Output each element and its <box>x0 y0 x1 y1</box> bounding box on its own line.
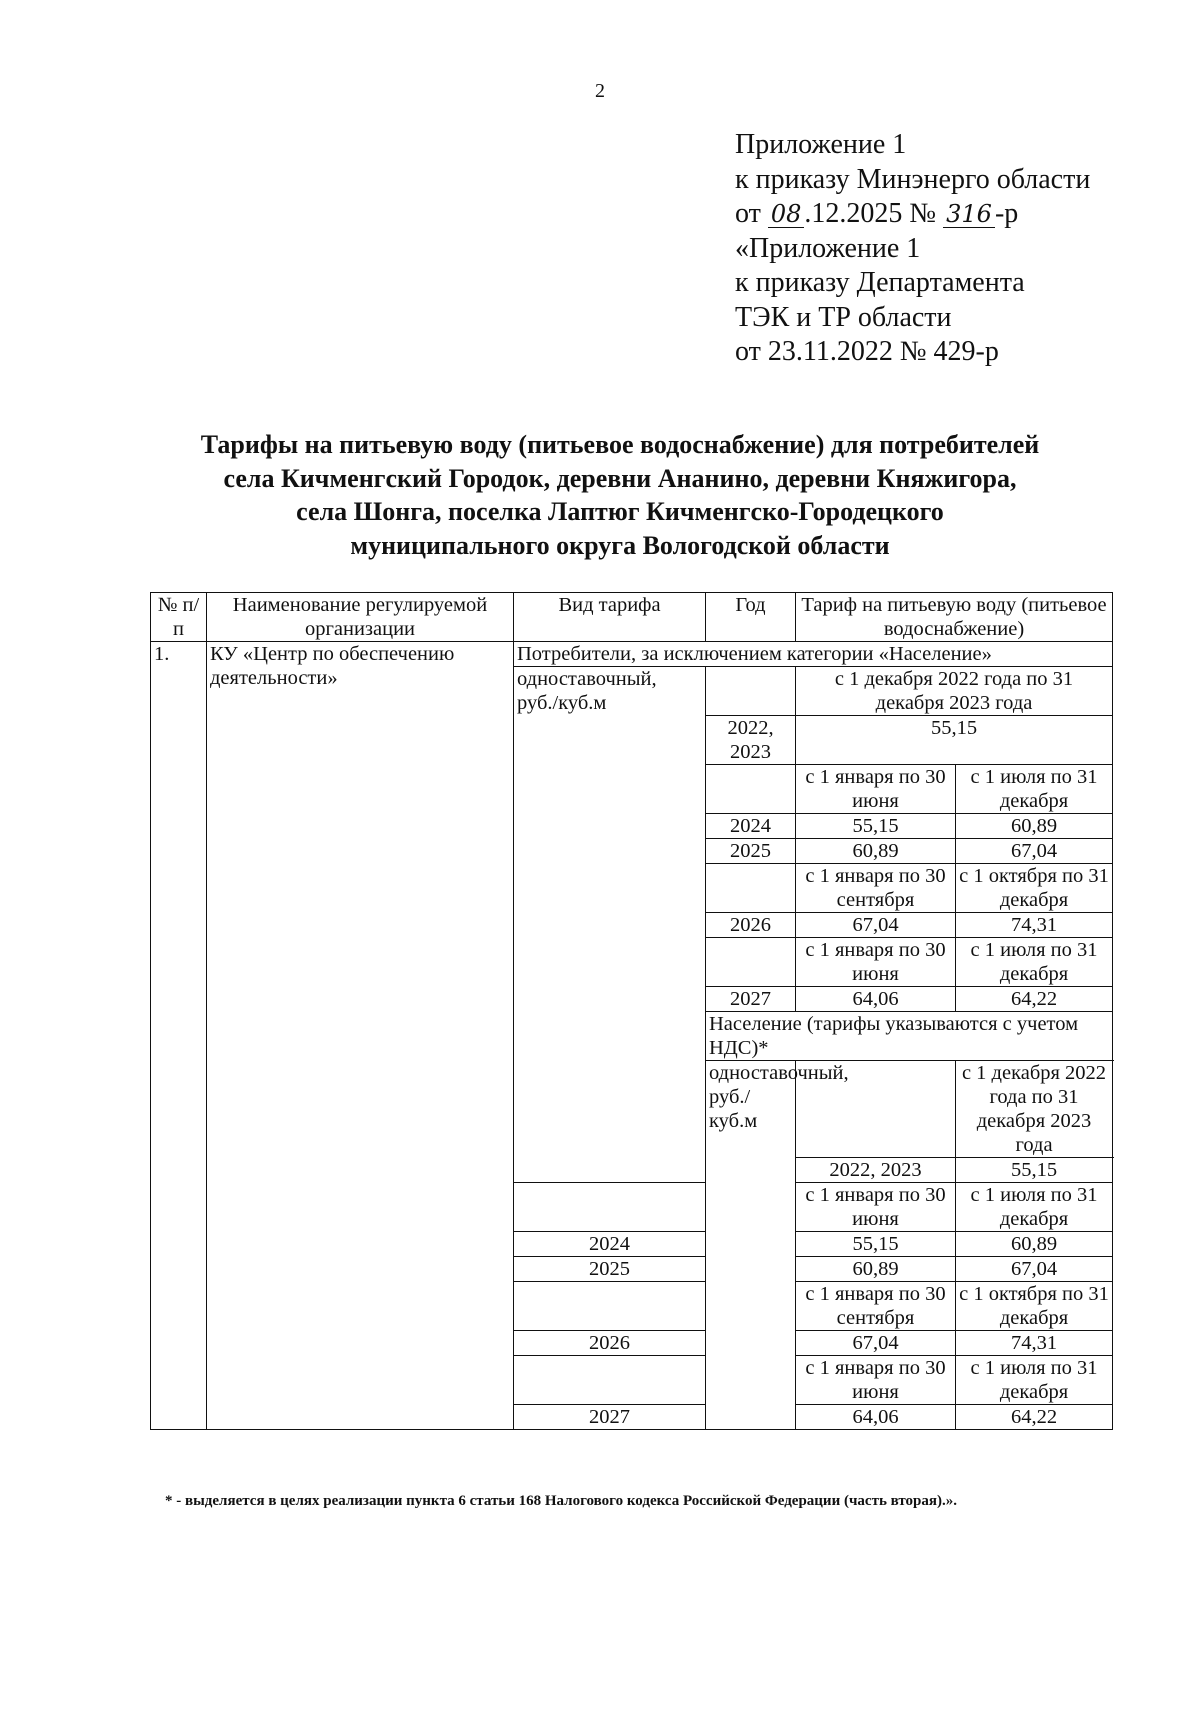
header-tariff: Тариф на питьевую воду (питьевое водоснабжение) <box>796 593 1113 642</box>
tariff-table <box>150 592 1113 1430</box>
value-cell: 67,04 <box>796 1331 956 1356</box>
value-cell: 60,89 <box>956 1232 1113 1257</box>
period-cell: с 1 января по 30 июня <box>796 1356 956 1405</box>
year-cell-blank <box>706 938 796 987</box>
table-header-row <box>151 593 1113 642</box>
value-cell: 55,15 <box>796 716 1113 765</box>
year-cell-blank <box>514 1282 706 1331</box>
section-title: Население (тарифы указываются с учетом НДС)* <box>706 1012 1113 1061</box>
year-cell: 2022, 2023 <box>796 1158 956 1183</box>
appendix-line-7: от 23.11.2022 № 429-р <box>735 336 999 367</box>
title-line-1: Тарифы на питьевую воду (питьевое водоснабжение) для потребителей <box>200 430 1040 459</box>
value-cell: 64,22 <box>956 987 1113 1012</box>
period-cell: с 1 июля по 31 декабря <box>956 765 1113 814</box>
value-cell: 60,89 <box>796 839 956 864</box>
year-cell-blank <box>706 765 796 814</box>
value-cell: 64,22 <box>956 1405 1113 1430</box>
page-number: 2 <box>595 80 605 102</box>
title-line-3: села Шонга, поселка Лаптюг Кичменгско-Городецкого <box>296 497 944 526</box>
handwritten-order-number: 316 <box>943 201 995 228</box>
period-cell: с 1 января по 30 июня <box>796 765 956 814</box>
appendix-line-4: «Приложение 1 <box>735 232 921 264</box>
row-number: 1. <box>151 642 207 1430</box>
header-organization: Наименование регулируемой организации <box>207 593 514 642</box>
year-cell: 2025 <box>706 839 796 864</box>
appendix-line-1: Приложение 1 <box>735 129 907 160</box>
year-cell-blank <box>514 1183 706 1232</box>
tariff-type: одноставочный, руб./куб.м <box>514 667 706 1183</box>
appendix-line-5: к приказу Департамента <box>735 267 1025 298</box>
appendix-block <box>735 128 1090 370</box>
year-cell: 2022, 2023 <box>706 716 796 765</box>
value-cell: 55,15 <box>956 1158 1113 1183</box>
value-cell: 67,04 <box>796 913 956 938</box>
title-line-4: муниципального округа Вологодской области <box>350 530 890 560</box>
year-cell: 2026 <box>706 913 796 938</box>
appendix-order-suffix: -р <box>994 198 1019 229</box>
period-cell: с 1 января по 30 сентября <box>796 1282 956 1331</box>
year-cell: 2027 <box>514 1405 706 1430</box>
appendix-line-2: к приказу Минэнерго области <box>735 163 1091 195</box>
period-cell: с 1 января по 30 сентября <box>796 864 956 913</box>
period-cell: с 1 января по 30 июня <box>796 1183 956 1232</box>
year-cell-blank <box>706 667 796 716</box>
year-cell-blank <box>514 1356 706 1405</box>
table-row <box>151 642 1113 667</box>
appendix-line-6: ТЭК и ТР области <box>735 301 952 333</box>
value-cell: 55,15 <box>796 1232 956 1257</box>
value-cell: 74,31 <box>956 913 1113 938</box>
appendix-date-mid: .12.2025 № <box>804 198 937 229</box>
tariff-type: одноставочный, руб./куб.м <box>706 1061 796 1430</box>
year-cell: 2027 <box>706 987 796 1012</box>
handwritten-day: 08 <box>768 201 805 228</box>
year-cell: 2024 <box>706 814 796 839</box>
value-cell: 74,31 <box>956 1331 1113 1356</box>
value-cell: 64,06 <box>796 1405 956 1430</box>
period-cell: с 1 января по 30 июня <box>796 938 956 987</box>
year-cell: 2025 <box>514 1257 706 1282</box>
year-cell: 2024 <box>514 1232 706 1257</box>
organization-name: КУ «Центр по обеспечению деятельности» <box>207 642 514 1430</box>
title-line-2: села Кичменгский Городок, деревни Ананино, деревни Княжигора, <box>223 463 1017 493</box>
period-cell: с 1 октября по 31 декабря <box>956 864 1113 913</box>
header-year: Год <box>706 593 796 642</box>
year-cell: 2026 <box>514 1331 706 1356</box>
section-title: Потребители, за исключением категории «Население» <box>514 642 1113 667</box>
value-cell: 60,89 <box>796 1257 956 1282</box>
period-cell: с 1 июля по 31 декабря <box>956 938 1113 987</box>
header-num: № п/п <box>151 593 207 642</box>
document-title <box>120 428 1120 562</box>
value-cell: 67,04 <box>956 839 1113 864</box>
period-cell: с 1 июля по 31 декабря <box>956 1183 1113 1232</box>
period-cell: с 1 декабря 2022 года по 31 декабря 2023 года <box>796 667 1113 716</box>
period-cell: с 1 июля по 31 декабря <box>956 1356 1113 1405</box>
period-cell: с 1 декабря 2022 года по 31 декабря 2023 года <box>956 1061 1113 1158</box>
value-cell: 64,06 <box>796 987 956 1012</box>
header-tariff-type: Вид тарифа <box>514 593 706 642</box>
footnote: * - выделяется в целях реализации пункта 6 статьи 168 Налогового кодекса Российской Федерации (часть вторая).». <box>165 1493 957 1509</box>
year-cell-blank <box>706 864 796 913</box>
appendix-date-prefix: от <box>735 198 761 229</box>
value-cell: 55,15 <box>796 814 956 839</box>
appendix-line-3 <box>735 197 1090 232</box>
period-cell: с 1 октября по 31 декабря <box>956 1282 1113 1331</box>
value-cell: 60,89 <box>956 814 1113 839</box>
value-cell: 67,04 <box>956 1257 1113 1282</box>
